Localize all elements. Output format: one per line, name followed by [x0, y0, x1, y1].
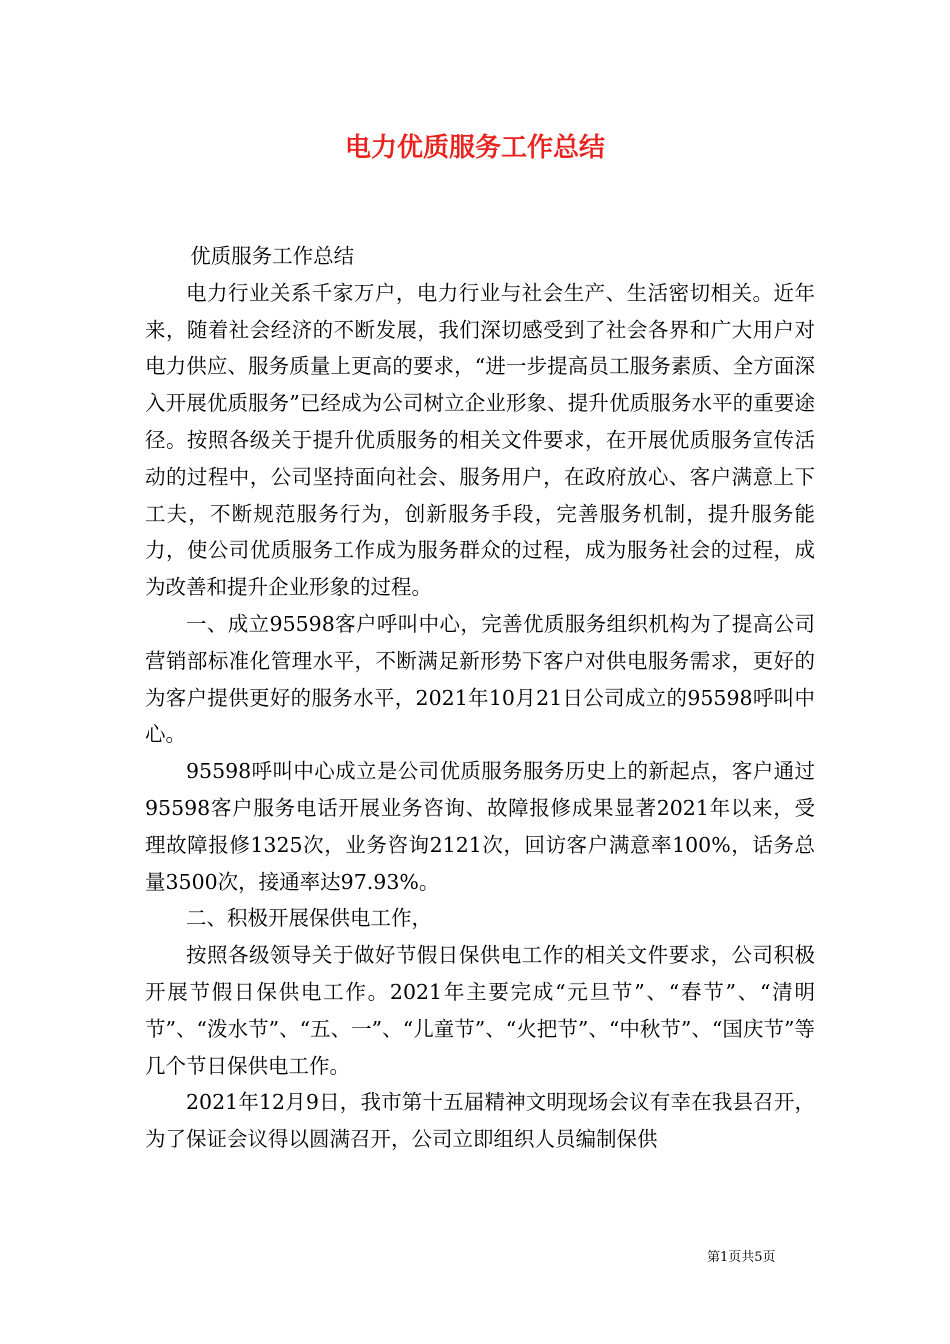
- paragraph-holiday-power: 按照各级领导关于做好节假日保供电工作的相关文件要求，公司积极开展节假日保供电工作。2021年主要完成“元旦节”、“春节”、“清明节”、“泼水节”、“五、一”、“儿童节”、“火把节”、“中秋节”、“国庆节”等几个节日保供电工作。: [145, 943, 815, 1078]
- page-title: 电力优质服务工作总结: [344, 133, 605, 163]
- paragraph-subtitle: 优质服务工作总结: [190, 244, 355, 268]
- paragraph-conference: 2021年12月9日，我市第十五届精神文明现场会议有幸在我县召开，为了保证会议得以圆满召开，公司立即组织人员编制保供: [145, 1090, 815, 1152]
- page-number: 第1页共5页: [707, 1250, 776, 1265]
- paragraph-call-center-stats: 95598呼叫中心成立是公司优质服务服务历史上的新起点，客户通过95598客户服务电话开展业务咨询、故障报修成果显著2021年以来，受理故障报修1325次，业务咨询2121次，回访客户满意率100%，话务总量3500次，接通率达97.93%。: [145, 759, 815, 894]
- paragraph-section-two: 二、积极开展保供电工作，: [186, 906, 432, 931]
- paragraph-section-one: 一、成立95598客户呼叫中心，完善优质服务组织机构为了提高公司营销部标准化管理水平，不断满足新形势下客户对供电服务需求，更好的为客户提供更好的服务水平，2021年10月21日公司成立的95598呼叫中心。: [145, 611, 815, 747]
- document-body: [145, 238, 815, 1158]
- paragraph-intro: 电力行业关系千家万户，电力行业与社会生产、生活密切相关。近年来，随着社会经济的不断发展，我们深切感受到了社会各界和广大用户对电力供应、服务质量上更高的要求，“进一步提高员工服务素质、全方面深入开展优质服务”已经成为公司树立企业形象、提升优质服务水平的重要途径。按照各级关于提升优质服务的相关文件要求，在开展优质服务宣传活动的过程中，公司坚持面向社会、服务用户，在政府放心、客户满意上下工夫，不断规范服务行为，创新服务手段，完善服务机制，提升服务能力，使公司优质服务工作成为服务群众的过程，成为服务社会的过程，成为改善和提升企业形象的过程。: [145, 280, 815, 600]
